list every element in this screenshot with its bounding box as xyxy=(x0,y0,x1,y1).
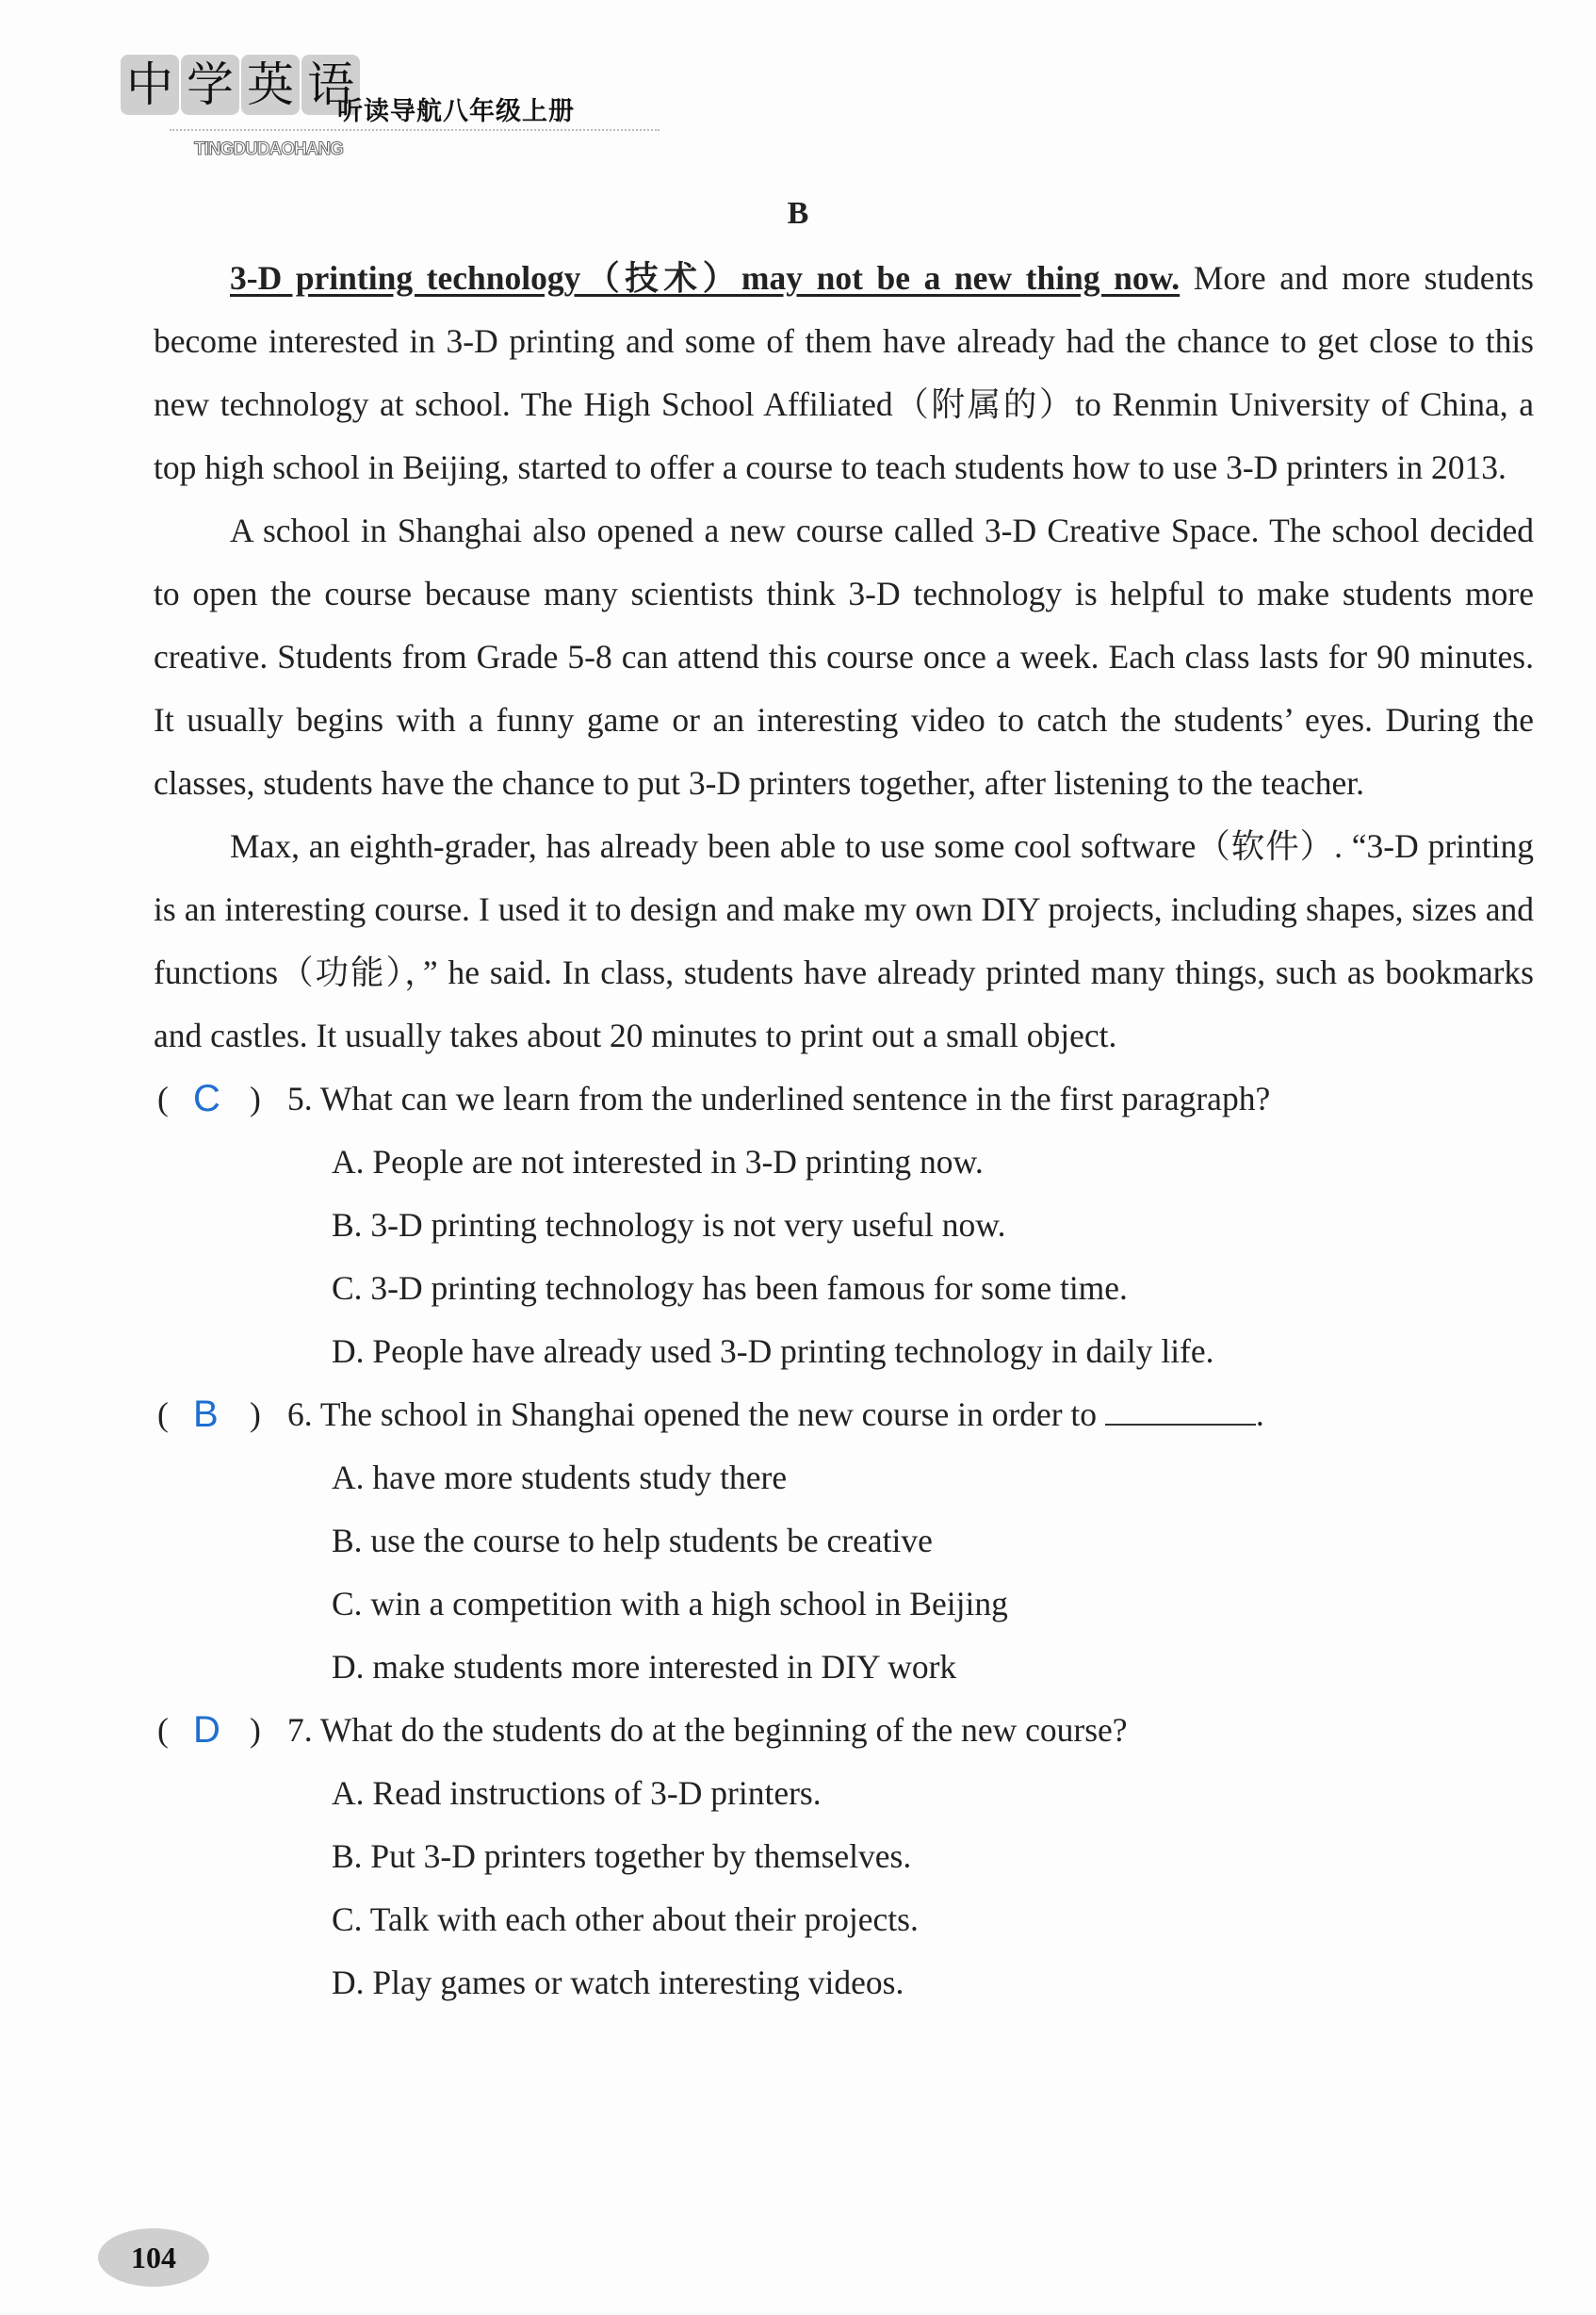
option: C. win a competition with a high school in Beijing xyxy=(332,1585,1008,1622)
answer-letter: C xyxy=(193,1078,220,1119)
section-heading: B xyxy=(787,196,809,231)
period: . xyxy=(1255,1395,1264,1433)
answer-letter: B xyxy=(193,1394,219,1435)
question-stem: What can we learn from the underlined sentence in the first paragraph? xyxy=(319,1080,1271,1117)
option: B. use the course to help students be creative xyxy=(332,1522,933,1559)
option: A. Read instructions of 3-D printers. xyxy=(332,1774,822,1812)
question-text xyxy=(287,1383,1264,1446)
header-subtitle: 听读导航八年级上册 xyxy=(337,97,575,126)
question-text xyxy=(287,1699,1128,1762)
paren-open: ( xyxy=(157,1395,169,1433)
questions xyxy=(154,1068,1534,2014)
question-stem: What do the students do at the beginning of the new course? xyxy=(319,1711,1128,1749)
paren-close: ) xyxy=(250,1711,261,1749)
paragraph: A school in Shanghai also opened a new course called 3-D Creative Space. The school decided to open the course because many scientists think 3-D technology is helpful to make students more creative. Students from Grade 5-8 can attend this course once a week. Each class lasts for 90 minutes. It usually begins with a funny game or an interesting video to catch the students’ eyes. During the classes, students have the chance to put 3-D printers together, after listening to the teacher. xyxy=(154,512,1534,802)
answer-letter: D xyxy=(193,1709,220,1751)
header-pinyin: TINGDUDAOHANG xyxy=(194,139,343,159)
page-number: 104 xyxy=(98,2228,209,2287)
option: D. make students more interested in DIY work xyxy=(332,1648,957,1686)
option: D. People have already used 3-D printing technology in daily life. xyxy=(332,1332,1214,1370)
option: C. Talk with each other about their projects. xyxy=(332,1900,919,1938)
paragraph-text: More and more students become interested in 3-D printing and some of them have already had the chance to get close to this new technology at school. The High School Affiliated（附属的）to Renmin University of China, a top high school in Beijing, started to offer a course to teach students how to use 3-D printers in 2013. xyxy=(154,259,1534,486)
option: D. Play games or watch interesting videos. xyxy=(332,1964,904,2001)
option: C. 3-D printing technology has been famous for some time. xyxy=(332,1269,1128,1307)
reading-passage xyxy=(154,247,1534,2014)
option: A. People are not interested in 3-D printing now. xyxy=(332,1143,984,1181)
header-title-char: 学 xyxy=(181,55,239,115)
paren-open: ( xyxy=(157,1711,169,1749)
paren-open: ( xyxy=(157,1080,169,1117)
paragraph xyxy=(154,247,1534,499)
question-stem: The school in Shanghai opened the new course in order to xyxy=(319,1395,1098,1433)
question-number: 6. xyxy=(287,1395,313,1433)
question-text xyxy=(287,1068,1270,1131)
header-title-char: 英 xyxy=(241,55,300,115)
question-number: 5. xyxy=(287,1080,313,1117)
question xyxy=(154,1068,1534,1131)
option: B. 3-D printing technology is not very useful now. xyxy=(332,1206,1006,1244)
header-title-char: 语 xyxy=(301,55,360,115)
paragraph: Max, an eighth-grader, has already been able to use some cool software（软件）. “3-D printing is an interesting course. I used it to design and make my own DIY projects, including shapes, sizes and functions（功能），” he said. In class, students have already printed many things, such as bookmarks and castles. It usually takes about 20 minutes to print out a small object. xyxy=(154,827,1534,1054)
paren-close: ) xyxy=(250,1080,261,1117)
option: B. Put 3-D printers together by themselves. xyxy=(332,1837,912,1875)
question xyxy=(154,1699,1534,1762)
question xyxy=(154,1383,1534,1446)
option: A. have more students study there xyxy=(332,1459,788,1496)
header-title-char: 中 xyxy=(121,55,179,115)
question-number: 7. xyxy=(287,1711,313,1749)
underlined-sentence: 3-D printing technology（技术）may not be a new thing now. xyxy=(230,259,1181,297)
header-divider xyxy=(170,129,660,131)
paren-close: ) xyxy=(250,1395,261,1433)
answer-blank xyxy=(1105,1395,1256,1426)
